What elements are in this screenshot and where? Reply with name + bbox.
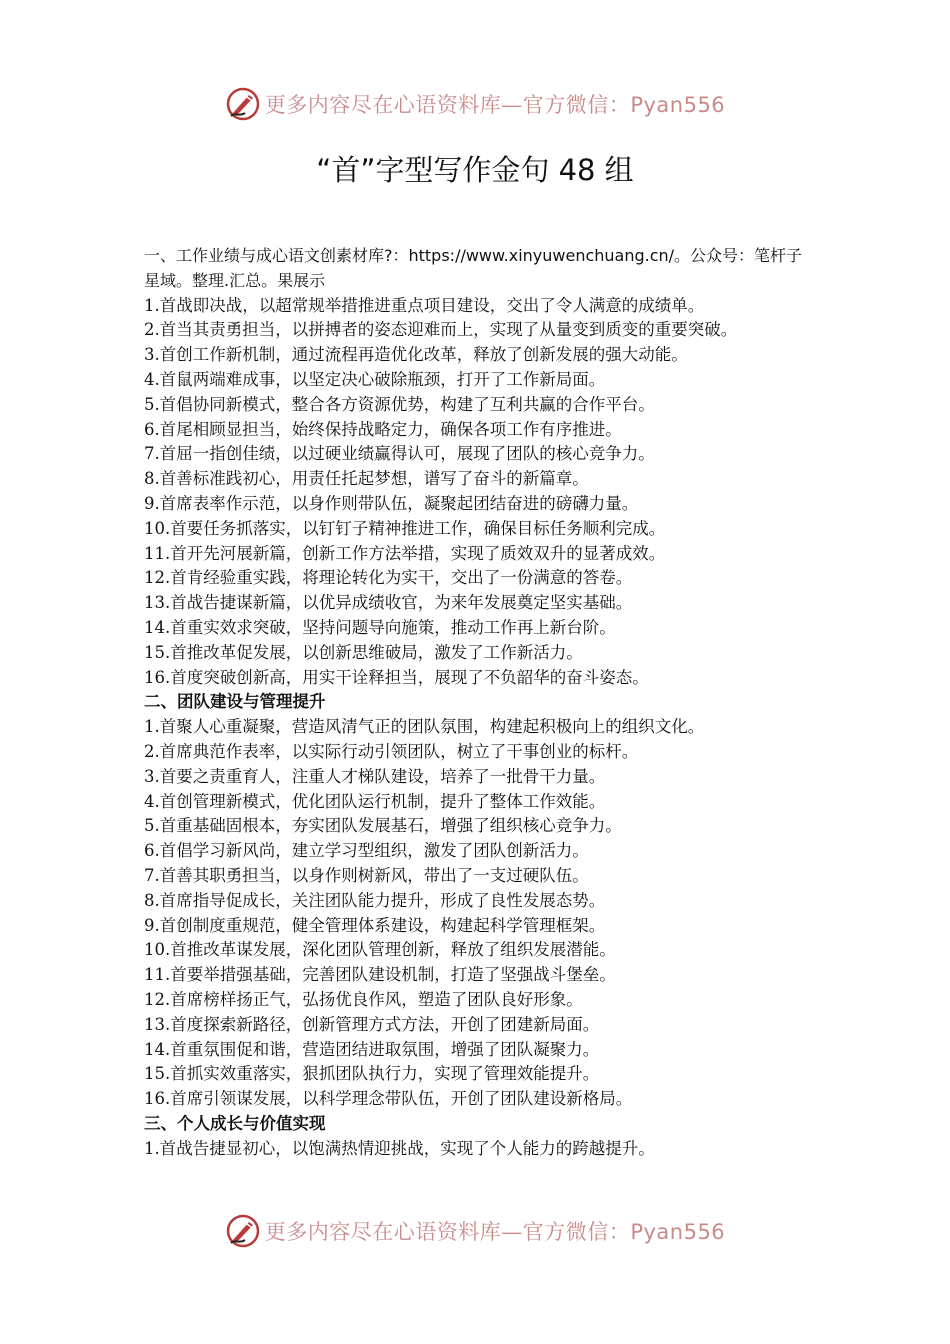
banner-prefix: 更多内容尽在心语资料库—官方微信： [264,1220,631,1244]
list-item: 7.首善其职勇担当，以身作则树新风，带出了一支过硬队伍。 [144,865,589,885]
list-item: 14.首重实效求突破，坚持问题导向施策，推动工作再上新台阶。 [144,617,616,637]
list-item: 5.首倡协同新模式，整合各方资源优势，构建了互利共赢的合作平台。 [144,394,655,414]
banner-wechat-id: Pyan556 [630,93,726,117]
list-item: 7.首屈一指创佳绩，以过硬业绩赢得认可，展现了团队的核心竞争力。 [144,444,655,464]
list-item: 10.首推改革谋发展，深化团队管理创新，释放了组织发展潜能。 [144,940,616,960]
footer-banner [0,1211,950,1251]
list-item: 8.首善标准践初心，用责任托起梦想，谱写了奋斗的新篇章。 [144,469,589,489]
header-banner [0,84,950,124]
list-item: 1.首战即决战，以超常规举措推进重点项目建设，交出了令人满意的成绩单。 [144,295,705,315]
list-item: 14.首重氛围促和谐，营造团结进取氛围，增强了团队凝聚力。 [144,1039,600,1059]
banner-wechat-id: Pyan556 [630,1220,726,1244]
list-item: 5.首重基础固根本，夯实团队发展基石，增强了组织核心竞争力。 [144,816,622,836]
list-item: 3.首要之责重育人，注重人才梯队建设，培养了一批骨干力量。 [144,766,606,786]
document-body [144,244,812,1161]
list-item: 16.首度突破创新高，用实干诠释担当，展现了不负韶华的奋斗姿态。 [144,667,649,687]
list-item: 9.首席表率作示范，以身作则带队伍，凝聚起团结奋进的磅礴力量。 [144,493,639,513]
list-item: 16.首席引领谋发展，以科学理念带队伍，开创了团队建设新格局。 [144,1089,633,1109]
list-item: 11.首开先河展新篇，创新工作方法举措，实现了质效双升的显著成效。 [144,543,666,563]
list-item: 10.首要任务抓落实，以钉钉子精神推进工作，确保目标任务顺利完成。 [144,518,666,538]
list-item: 2.首当其责勇担当，以拼搏者的姿态迎难而上，实现了从量变到质变的重要突破。 [144,320,738,340]
list-item: 15.首推改革促发展，以创新思维破局，激发了工作新活力。 [144,642,583,662]
list-item: 8.首席指导促成长，关注团队能力提升，形成了良性发展态势。 [144,890,606,910]
list-item: 2.首席典范作表率，以实际行动引领团队，树立了干事创业的标杆。 [144,741,639,761]
banner-text [265,89,725,119]
list-item: 3.首创工作新机制，通过流程再造优化改革，释放了创新发展的强大动能。 [144,345,688,365]
list-item: 13.首战告捷谋新篇，以优异成绩收官，为来年发展奠定坚实基础。 [144,593,633,613]
list-item: 15.首抓实效重落实，狠抓团队执行力，实现了管理效能提升。 [144,1064,600,1084]
page-title: “首”字型写作金句 48 组 [316,153,634,187]
banner-text [265,1216,725,1246]
list-item: 9.首创制度重规范，健全管理体系建设，构建起科学管理框架。 [144,915,606,935]
intro-paragraph: 一、工作业绩与成心语文创素材库?：https://www.xinyuwenchuang.cn/。公众号：笔杆子星域。整理.汇总。果展示 [144,246,803,290]
list-item: 4.首鼠两端难成事，以坚定决心破除瓶颈，打开了工作新局面。 [144,369,606,389]
list-item: 1.首聚人心重凝聚，营造风清气正的团队氛围，构建起积极向上的组织文化。 [144,717,705,737]
pen-nib-logo-icon [225,1213,261,1249]
list-item: 12.首席榜样扬正气，弘扬优良作风，塑造了团队良好形象。 [144,989,583,1009]
list-item: 6.首倡学习新风尚，建立学习型组织，激发了团队创新活力。 [144,841,589,861]
pen-nib-logo-icon [225,86,261,122]
list-item: 13.首度探索新路径，创新管理方式方法，开创了团建新局面。 [144,1014,600,1034]
list-item: 11.首要举措强基础，完善团队建设机制，打造了坚强战斗堡垒。 [144,965,616,985]
list-item: 6.首尾相顾显担当，始终保持战略定力，确保各项工作有序推进。 [144,419,622,439]
section-heading: 三、个人成长与价值实现 [144,1113,326,1133]
banner-prefix: 更多内容尽在心语资料库—官方微信： [264,93,631,117]
list-item: 1.首战告捷显初心，以饱满热情迎挑战，实现了个人能力的跨越提升。 [144,1138,655,1158]
list-item: 12.首肯经验重实践，将理论转化为实干，交出了一份满意的答卷。 [144,568,633,588]
section-heading: 二、团队建设与管理提升 [144,692,326,712]
list-item: 4.首创管理新模式，优化团队运行机制，提升了整体工作效能。 [144,791,606,811]
